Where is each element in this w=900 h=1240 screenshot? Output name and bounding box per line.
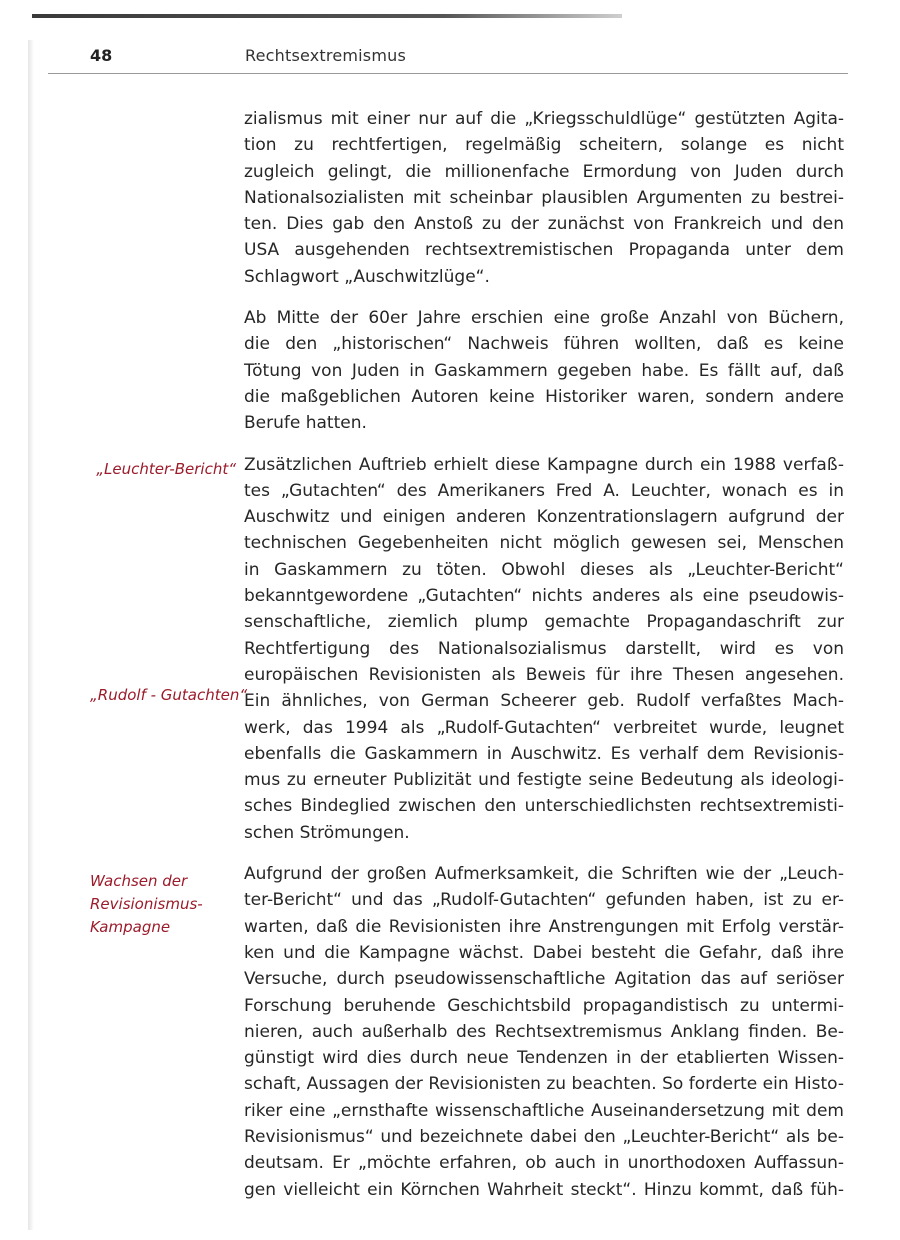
text-line: Forschung beruhende Geschichtsbild propagandistisch zu untermi- — [244, 995, 844, 1016]
text-line: bekanntgewordene „Gutachten“ nichts anderes als eine pseudowis- — [244, 586, 844, 607]
main-text — [244, 106, 844, 1218]
text-line: Nationalsozialisten mit scheinbar plausiblen Argumenten zu bestrei- — [244, 187, 844, 208]
paragraph-1 — [244, 106, 844, 290]
text-line: Schlagwort „Auschwitzlüge“. — [244, 266, 490, 287]
text-line: Ab Mitte der 60er Jahre erschien eine große Anzahl von Büchern, — [244, 308, 844, 329]
text-line: Versuche, durch pseudowissenschaftliche Agitation das auf seriöser — [244, 969, 844, 990]
text-line: werk, das 1994 als „Rudolf-Gutachten“ verbreitet wurde, leugnet — [244, 717, 844, 738]
text-line: Ein ähnliches, von German Scheerer geb. Rudolf verfaßtes Mach- — [244, 691, 844, 712]
text-line: Zusätzlichen Auftrieb erhielt diese Kampagne durch ein 1988 verfaß- — [244, 454, 844, 475]
margin-note-rudolf-gutachten: „Rudolf - Gutachten“ — [90, 686, 248, 704]
text-line: tion zu rechtfertigen, regelmäßig scheitern, solange es nicht — [244, 135, 844, 156]
text-line: warten, daß die Revisionisten ihre Anstrengungen mit Erfolg verstär- — [244, 916, 844, 937]
text-line: nieren, auch außerhalb des Rechtsextremismus Anklang finden. Be- — [244, 1021, 844, 1042]
paragraph-2 — [244, 305, 844, 436]
paragraph-3 — [244, 452, 844, 846]
text-line: tes „Gutachten“ des Amerikaners Fred A. Leuchter, wonach es in — [244, 480, 844, 501]
text-line: gen vielleicht ein Körnchen Wahrheit steckt“. Hinzu kommt, daß füh- — [244, 1179, 844, 1200]
page-number: 48 — [90, 46, 113, 65]
text-line: Revisionismus“ und bezeichnete dabei den „Leuchter-Bericht“ als be- — [244, 1126, 844, 1147]
margin-note-leuchter-bericht: „Leuchter-Bericht“ — [96, 460, 236, 478]
text-line: in Gaskammern zu töten. Obwohl dieses als „Leuchter-Bericht“ — [244, 559, 844, 580]
text-line: ter-Bericht“ und das „Rudolf-Gutachten“ gefunden haben, ist zu er- — [244, 890, 844, 911]
text-line: riker eine „ernsthafte wissenschaftliche Auseinandersetzung mit dem — [244, 1100, 844, 1121]
header-rule — [48, 73, 848, 74]
text-line: Aufgrund der großen Aufmerksamkeit, die Schriften wie der „Leuch- — [244, 864, 844, 885]
text-line: schaft, Aussagen der Revisionisten zu beachten. So forderte ein Histo- — [244, 1074, 844, 1095]
text-line: zialismus mit einer nur auf die „Kriegsschuldlüge“ gestützten Agita- — [244, 109, 844, 129]
text-line: die den „historischen“ Nachweis führen wollten, daß es keine — [244, 334, 844, 355]
text-line: sches Bindeglied zwischen den unterschiedlichsten rechtsextremisti- — [244, 796, 844, 817]
text-line: USA ausgehenden rechtsextremistischen Propaganda unter dem — [244, 240, 844, 261]
text-line: deutsam. Er „möchte erfahren, ob auch in unorthodoxen Auffassun- — [244, 1153, 844, 1174]
text-line: ebenfalls die Gaskammern in Auschwitz. Es verhalf dem Revisionis- — [244, 743, 844, 764]
text-line: Berufe hatten. — [244, 413, 367, 434]
text-line: senschaftliche, ziemlich plump gemachte Propagandaschrift zur — [244, 612, 844, 633]
text-line: Rechtfertigung des Nationalsozialismus darstellt, wird es von — [244, 638, 844, 659]
text-line: europäischen Revisionisten als Beweis für ihre Thesen angesehen. — [244, 664, 844, 685]
text-line: Tötung von Juden in Gaskammern gegeben habe. Es fällt auf, daß — [244, 360, 844, 381]
text-line: günstigt wird dies durch neue Tendenzen in der etablierten Wissen- — [244, 1048, 844, 1069]
text-line: technischen Gegebenheiten nicht möglich gewesen sei, Menschen — [244, 533, 844, 554]
paragraph-4 — [244, 861, 844, 1203]
margin-note-revisionismus-kampagne: Wachsen der Revisionismus-Kampagne — [90, 872, 203, 936]
text-line: schen Strömungen. — [244, 822, 410, 843]
text-line: Auschwitz und einigen anderen Konzentrationslagern aufgrund der — [244, 507, 844, 528]
text-line: zugleich gelingt, die millionenfache Ermordung von Juden durch — [244, 161, 844, 182]
running-head: Rechtsextremismus — [245, 46, 406, 65]
text-line: die maßgeblichen Autoren keine Historiker waren, sondern andere — [244, 386, 844, 407]
page-edge-shadow — [28, 40, 34, 1230]
top-rule — [32, 14, 622, 18]
text-line: ken und die Kampagne wächst. Dabei besteht die Gefahr, daß ihre — [244, 942, 844, 963]
text-line: ten. Dies gab den Anstoß zu der zunächst von Frankreich und den — [244, 214, 844, 235]
text-line: mus zu erneuter Publizität und festigte seine Bedeutung als ideologi- — [244, 770, 844, 791]
